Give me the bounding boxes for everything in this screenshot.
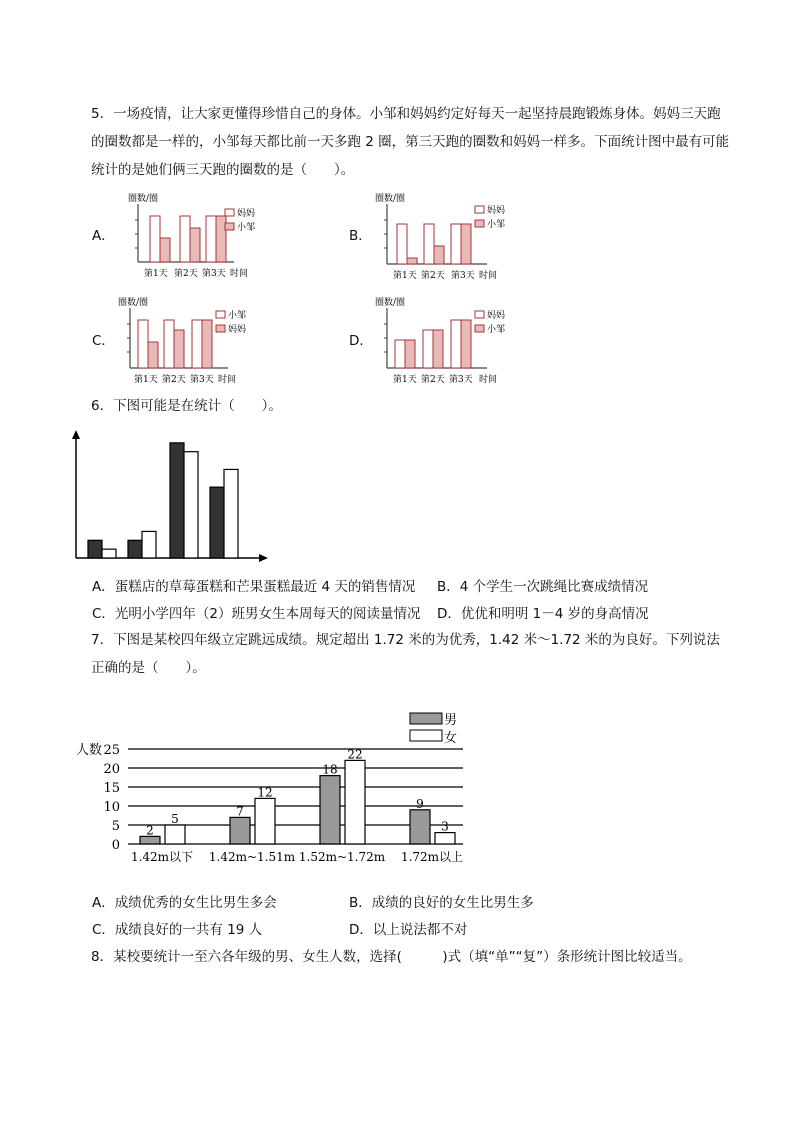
q5c-xlabel-1: 第1天 [134, 375, 158, 385]
q7-ytick-20: 20 [103, 762, 120, 777]
q5a-bar-mom-1 [150, 216, 160, 262]
q7-xtick-1: 1.42m以下 [130, 850, 194, 864]
question-8-text: 8．某校要统计一至六各年级的男、女生人数，选择( )式（填“单”“复”）条形统计图比较适当。 [91, 949, 692, 965]
q7-option-b: B．成绩的良好的女生比男生多 [349, 895, 534, 911]
q5b-ylabel: 圈数/圈 [375, 194, 406, 204]
q7-xtick-3: 1.52m~1.72m [298, 850, 386, 864]
q6-option-c: C．光明小学四年（2）班男女生本周每天的阅读量情况 [92, 606, 421, 622]
q5-option-b-label: B． [349, 228, 372, 244]
q7-option-c: C．成绩良好的一共有 19 人 [92, 922, 263, 938]
q5c-bar-mom-1 [148, 342, 158, 368]
q7-legend-male-swatch [410, 713, 442, 724]
q7-data-label-female-2: 12 [257, 785, 273, 800]
q5a-xlabel-1: 第1天 [144, 269, 168, 279]
q7-ytick-5: 5 [111, 819, 120, 834]
q5b-xlabel-2: 第2天 [421, 271, 445, 281]
q5a-legend-1: 妈妈 [237, 209, 256, 219]
q5d-xlabel-2: 第2天 [421, 375, 445, 385]
q5c-bar-zou-2 [164, 320, 174, 368]
q5d-bar-zou-3 [461, 320, 471, 368]
q5a-bar-zou-1 [160, 238, 170, 262]
q5d-bar-zou-2 [433, 330, 443, 368]
q6-chart [68, 430, 268, 566]
q7-data-label-female-3: 22 [347, 747, 363, 762]
q6-option-a: A．蛋糕店的草莓蛋糕和芒果蛋糕最近 4 天的销售情况 [92, 579, 416, 595]
q5a-bar-mom-3 [206, 216, 216, 262]
q7-option-a: A．成绩优秀的女生比男生多会 [92, 895, 277, 911]
q5d-legend-1: 妈妈 [487, 311, 506, 321]
question-7-text: 7．下图是某校四年级立定跳远成绩。规定超出 1.72 米的为优秀，1.42 米～1.72 米的为良好。下列说法正确的是（ ）。 [91, 632, 720, 676]
q5d-bar-mom-1 [395, 340, 405, 368]
q7-ytick-25: 25 [103, 743, 120, 758]
q5b-bar-zou-3 [461, 224, 471, 264]
q7-bar-female-4 [435, 833, 455, 844]
q5-option-d-label: D． [349, 333, 373, 349]
q7-xtick-2: 1.42m~1.51m [208, 850, 296, 864]
q5c-xtitle: 时间 [218, 375, 237, 385]
q6-bar-white-2 [142, 531, 156, 558]
q5c-bar-mom-3 [202, 320, 212, 368]
q5c-xlabel-3: 第3天 [190, 375, 214, 385]
q7-bar-male-2 [230, 817, 250, 844]
q7-bar-male-4 [410, 810, 430, 844]
q6-option-d: D．优优和明明 1－4 岁的身高情况 [437, 606, 649, 622]
q7-bar-male-1 [140, 836, 160, 844]
q7-legend-female: 女 [444, 731, 458, 746]
q7-bar-female-1 [165, 825, 185, 844]
q7-data-label-female-1: 5 [171, 812, 179, 826]
q5c-bar-zou-1 [138, 320, 148, 368]
q5d-xlabel-1: 第1天 [393, 375, 417, 385]
q7-bar-female-2 [255, 798, 275, 844]
q5a-legend-2: 小邹 [237, 223, 256, 233]
q7-data-label-male-2: 7 [236, 804, 244, 819]
q7-option-d: D．以上说法都不对 [349, 922, 468, 938]
q5a-bar-zou-2 [190, 228, 200, 262]
q5b-bar-mom-1 [397, 224, 407, 264]
question-8 [91, 943, 731, 971]
q5c-xlabel-2: 第2天 [162, 375, 186, 385]
q5a-ylabel: 圈数/圈 [128, 194, 159, 204]
question-5 [91, 100, 731, 184]
q7-ytick-0: 0 [111, 838, 120, 853]
q6-option-b: B．4 个学生一次跳绳比赛成绩情况 [437, 579, 649, 595]
q6-bar-dark-2 [128, 540, 142, 558]
q5d-bar-zou-1 [405, 340, 415, 368]
q7-bar-female-3 [345, 760, 365, 844]
question-6-text: 6．下图可能是在统计（ ）。 [91, 398, 282, 414]
q5c-legend-1: 小邹 [228, 311, 247, 321]
q7-bar-male-3 [320, 776, 340, 844]
q5-chart-b [375, 190, 515, 286]
q7-ytick-10: 10 [103, 800, 120, 815]
q5a-xlabel-2: 第2天 [174, 269, 198, 279]
q7-data-label-male-4: 9 [416, 796, 424, 811]
q5b-bar-mom-3 [451, 224, 461, 264]
q5d-xlabel-3: 第3天 [449, 375, 473, 385]
q5b-bar-mom-2 [424, 224, 434, 264]
q5-option-a-label: A． [92, 228, 115, 244]
q6-bar-white-1 [102, 549, 116, 558]
q5d-ylabel: 圈数/圈 [375, 298, 406, 308]
q5a-xtitle: 时间 [230, 269, 249, 279]
q7-ytick-15: 15 [103, 781, 120, 796]
q7-legend-male: 男 [444, 713, 458, 728]
q7-data-label-male-3: 18 [322, 762, 338, 777]
q5d-legend-2: 小邹 [487, 325, 506, 335]
question-7 [91, 626, 731, 682]
q5b-legend-2: 小邹 [487, 220, 506, 230]
q5-chart-c [118, 294, 258, 390]
q5-chart-d [375, 294, 515, 390]
question-5-text: 5．一场疫情，让大家更懂得珍惜自己的身体。小邹和妈妈约定好每天一起坚持晨跑锻炼身体。妈妈三天跑的圈数都是一样的，小邹每天都比前一天多跑 2 圈，第三天跑的圈数和妈妈一样多。下面统计图中最有可能统计的是她们俩三天跑的圈数的是（ ）。 [91, 106, 730, 178]
q7-chart [68, 708, 478, 868]
q5c-bar-mom-2 [174, 330, 184, 368]
q5c-ylabel: 圈数/圈 [118, 298, 149, 308]
q5-chart-a [118, 190, 258, 286]
q5a-bar-mom-2 [180, 216, 190, 262]
q5a-xlabel-3: 第3天 [202, 269, 226, 279]
q5b-xlabel-3: 第3天 [451, 271, 475, 281]
q5b-bar-zou-2 [434, 246, 444, 264]
q5d-xtitle: 时间 [479, 375, 498, 385]
question-6 [91, 392, 731, 420]
q5b-legend-1: 妈妈 [487, 206, 506, 216]
q5-option-c-label: C． [92, 333, 115, 349]
q5d-bar-mom-2 [423, 330, 433, 368]
q7-ylabel: 人数 [76, 743, 103, 758]
q7-xtick-4: 1.72m以上 [400, 850, 464, 864]
q6-bar-dark-4 [210, 487, 224, 558]
q5c-bar-zou-3 [192, 320, 202, 368]
q5b-xtitle: 时间 [479, 271, 498, 281]
q5b-xlabel-1: 第1天 [393, 271, 417, 281]
q5c-legend-2: 妈妈 [228, 325, 247, 335]
q5b-bar-zou-1 [407, 258, 417, 264]
q6-bar-dark-3 [170, 443, 184, 558]
q7-data-label-male-1: 2 [146, 823, 154, 838]
q6-bar-dark-1 [88, 540, 102, 558]
q7-data-label-female-4: 3 [441, 819, 449, 834]
q5d-bar-mom-3 [451, 320, 461, 368]
q7-legend-female-swatch [410, 730, 442, 741]
q6-bar-white-3 [184, 452, 198, 558]
q6-y-arrow [72, 430, 80, 439]
q6-x-arrow [259, 554, 268, 562]
q6-bar-white-4 [224, 469, 238, 558]
